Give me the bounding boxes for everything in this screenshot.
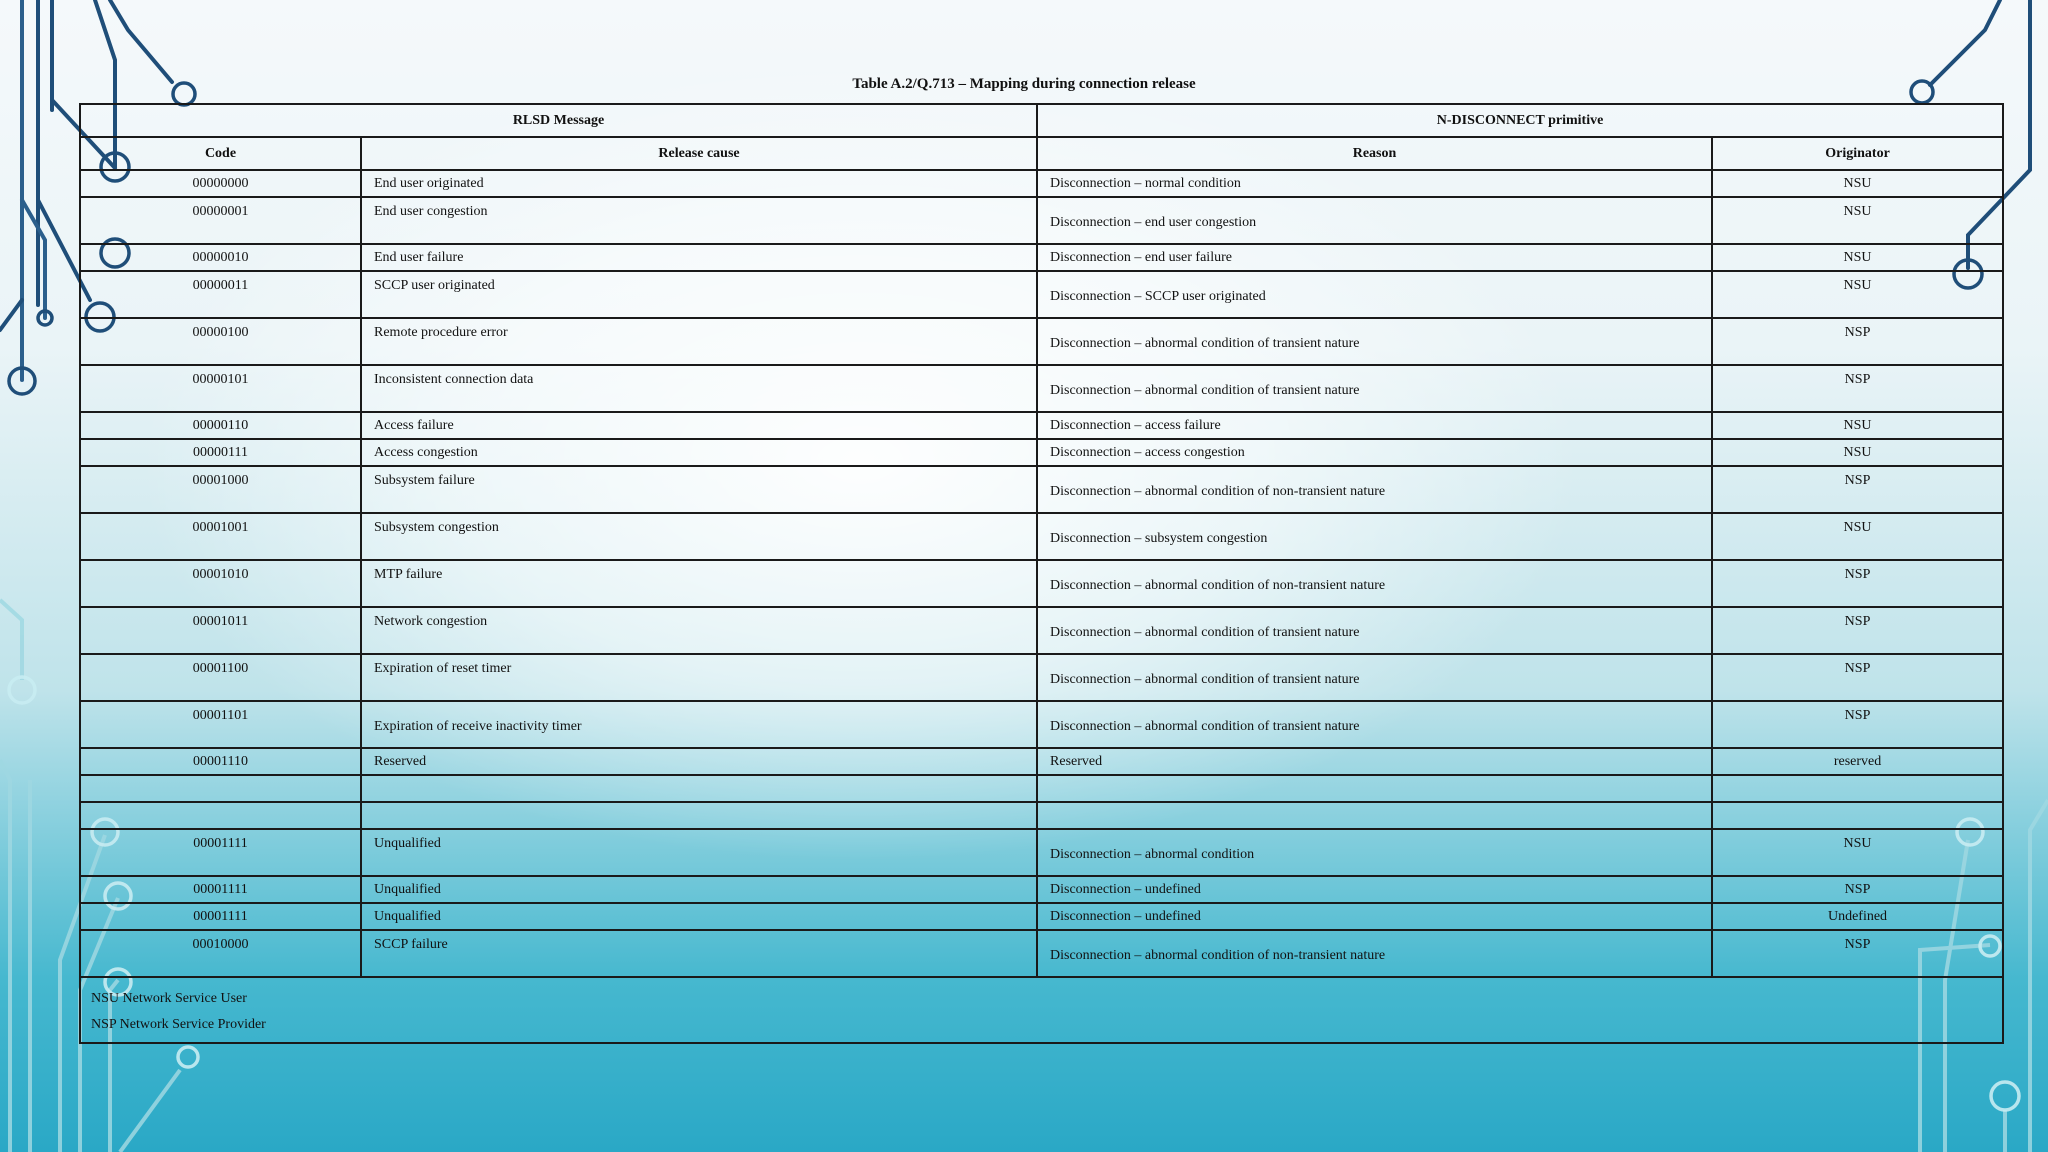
originator-cell: NSU bbox=[1712, 271, 2003, 318]
table-row bbox=[80, 412, 2003, 439]
table-row bbox=[80, 802, 2003, 829]
release-cause-cell bbox=[361, 802, 1037, 829]
table-row bbox=[80, 829, 2003, 876]
reason-cell: Disconnection – abnormal condition bbox=[1037, 829, 1712, 876]
originator-cell: NSP bbox=[1712, 654, 2003, 701]
release-cause-cell: SCCP user originated bbox=[361, 271, 1037, 318]
originator-cell bbox=[1712, 802, 2003, 829]
reason-cell: Disconnection – SCCP user originated bbox=[1037, 271, 1712, 318]
originator-cell: NSU bbox=[1712, 197, 2003, 244]
reason-cell: Disconnection – abnormal condition of transient nature bbox=[1037, 365, 1712, 412]
reason-cell: Disconnection – normal condition bbox=[1037, 170, 1712, 197]
reason-cell: Disconnection – abnormal condition of transient nature bbox=[1037, 318, 1712, 365]
release-cause-cell: End user originated bbox=[361, 170, 1037, 197]
originator-cell: NSP bbox=[1712, 876, 2003, 903]
group-header-n-disconnect: N-DISCONNECT primitive bbox=[1037, 104, 2003, 137]
code-cell: 00000010 bbox=[80, 244, 361, 271]
table-row bbox=[80, 607, 2003, 654]
originator-cell: NSU bbox=[1712, 513, 2003, 560]
code-cell: 00001111 bbox=[80, 903, 361, 930]
code-cell: 00001001 bbox=[80, 513, 361, 560]
table-row bbox=[80, 654, 2003, 701]
originator-cell: reserved bbox=[1712, 748, 2003, 775]
reason-cell: Disconnection – abnormal condition of transient nature bbox=[1037, 701, 1712, 748]
originator-cell: NSU bbox=[1712, 170, 2003, 197]
originator-cell: NSP bbox=[1712, 701, 2003, 748]
code-cell: 00001011 bbox=[80, 607, 361, 654]
table-row bbox=[80, 513, 2003, 560]
code-cell: 00001100 bbox=[80, 654, 361, 701]
reason-cell: Disconnection – abnormal condition of non-transient nature bbox=[1037, 930, 1712, 977]
table-row bbox=[80, 318, 2003, 365]
code-cell bbox=[80, 775, 361, 802]
note-nsu: NSU Network Service User bbox=[91, 991, 247, 1006]
table-body bbox=[80, 170, 2003, 977]
reason-cell: Disconnection – abnormal condition of non-transient nature bbox=[1037, 560, 1712, 607]
table-row bbox=[80, 903, 2003, 930]
notes-cell bbox=[80, 977, 2003, 1043]
reason-cell: Disconnection – abnormal condition of transient nature bbox=[1037, 654, 1712, 701]
reason-cell: Disconnection – undefined bbox=[1037, 903, 1712, 930]
table-row bbox=[80, 271, 2003, 318]
originator-cell: NSP bbox=[1712, 318, 2003, 365]
release-cause-cell: Expiration of receive inactivity timer bbox=[361, 701, 1037, 748]
reason-cell: Disconnection – abnormal condition of transient nature bbox=[1037, 607, 1712, 654]
originator-cell: NSP bbox=[1712, 560, 2003, 607]
release-cause-cell bbox=[361, 775, 1037, 802]
code-cell: 00001000 bbox=[80, 466, 361, 513]
originator-cell: NSU bbox=[1712, 244, 2003, 271]
originator-cell: NSP bbox=[1712, 930, 2003, 977]
table-row bbox=[80, 930, 2003, 977]
release-cause-cell: Subsystem congestion bbox=[361, 513, 1037, 560]
code-cell: 00000111 bbox=[80, 439, 361, 466]
table-title: Table A.2/Q.713 – Mapping during connection release bbox=[852, 76, 1196, 92]
reason-cell: Disconnection – undefined bbox=[1037, 876, 1712, 903]
table-row bbox=[80, 365, 2003, 412]
reason-cell: Disconnection – access failure bbox=[1037, 412, 1712, 439]
originator-cell: NSP bbox=[1712, 466, 2003, 513]
release-cause-cell: End user failure bbox=[361, 244, 1037, 271]
column-header-code: Code bbox=[80, 137, 361, 170]
reason-cell bbox=[1037, 775, 1712, 802]
table-row bbox=[80, 197, 2003, 244]
release-cause-cell: End user congestion bbox=[361, 197, 1037, 244]
reason-cell: Reserved bbox=[1037, 748, 1712, 775]
column-header-row bbox=[80, 137, 2003, 170]
reason-cell bbox=[1037, 802, 1712, 829]
reason-cell: Disconnection – abnormal condition of non-transient nature bbox=[1037, 466, 1712, 513]
reason-cell: Disconnection – end user failure bbox=[1037, 244, 1712, 271]
code-cell: 00000100 bbox=[80, 318, 361, 365]
code-cell: 00001101 bbox=[80, 701, 361, 748]
release-cause-cell: Subsystem failure bbox=[361, 466, 1037, 513]
reason-cell: Disconnection – end user congestion bbox=[1037, 197, 1712, 244]
code-cell: 00010000 bbox=[80, 930, 361, 977]
release-cause-cell: Expiration of reset timer bbox=[361, 654, 1037, 701]
originator-cell: NSU bbox=[1712, 829, 2003, 876]
release-cause-cell: Access failure bbox=[361, 412, 1037, 439]
code-cell bbox=[80, 802, 361, 829]
reason-cell: Disconnection – access congestion bbox=[1037, 439, 1712, 466]
release-cause-cell: Unqualified bbox=[361, 829, 1037, 876]
release-cause-cell: Unqualified bbox=[361, 903, 1037, 930]
code-cell: 00000110 bbox=[80, 412, 361, 439]
release-cause-cell: Access congestion bbox=[361, 439, 1037, 466]
originator-cell bbox=[1712, 775, 2003, 802]
table-row bbox=[80, 439, 2003, 466]
mapping-table bbox=[79, 103, 2004, 1044]
originator-cell: NSU bbox=[1712, 412, 2003, 439]
release-cause-cell: MTP failure bbox=[361, 560, 1037, 607]
group-header-row bbox=[80, 104, 2003, 137]
table-row bbox=[80, 748, 2003, 775]
group-header-rlsd: RLSD Message bbox=[80, 104, 1037, 137]
release-cause-cell: Unqualified bbox=[361, 876, 1037, 903]
release-cause-cell: SCCP failure bbox=[361, 930, 1037, 977]
originator-cell: NSP bbox=[1712, 365, 2003, 412]
release-cause-cell: Remote procedure error bbox=[361, 318, 1037, 365]
code-cell: 00000000 bbox=[80, 170, 361, 197]
code-cell: 00001110 bbox=[80, 748, 361, 775]
code-cell: 00001010 bbox=[80, 560, 361, 607]
originator-cell: NSU bbox=[1712, 439, 2003, 466]
table-row bbox=[80, 560, 2003, 607]
notes-row bbox=[80, 977, 2003, 1043]
code-cell: 00000011 bbox=[80, 271, 361, 318]
note-nsp: NSP Network Service Provider bbox=[91, 1017, 266, 1032]
code-cell: 00000101 bbox=[80, 365, 361, 412]
table-row bbox=[80, 170, 2003, 197]
originator-cell: NSP bbox=[1712, 607, 2003, 654]
release-cause-cell: Reserved bbox=[361, 748, 1037, 775]
table-row bbox=[80, 466, 2003, 513]
release-cause-cell: Network congestion bbox=[361, 607, 1037, 654]
table-row bbox=[80, 775, 2003, 802]
table-row bbox=[80, 701, 2003, 748]
column-header-reason: Reason bbox=[1037, 137, 1712, 170]
code-cell: 00000001 bbox=[80, 197, 361, 244]
table-row bbox=[80, 876, 2003, 903]
release-cause-cell: Inconsistent connection data bbox=[361, 365, 1037, 412]
table-row bbox=[80, 244, 2003, 271]
code-cell: 00001111 bbox=[80, 876, 361, 903]
column-header-originator: Originator bbox=[1712, 137, 2003, 170]
reason-cell: Disconnection – subsystem congestion bbox=[1037, 513, 1712, 560]
originator-cell: Undefined bbox=[1712, 903, 2003, 930]
column-header-release-cause: Release cause bbox=[361, 137, 1037, 170]
code-cell: 00001111 bbox=[80, 829, 361, 876]
